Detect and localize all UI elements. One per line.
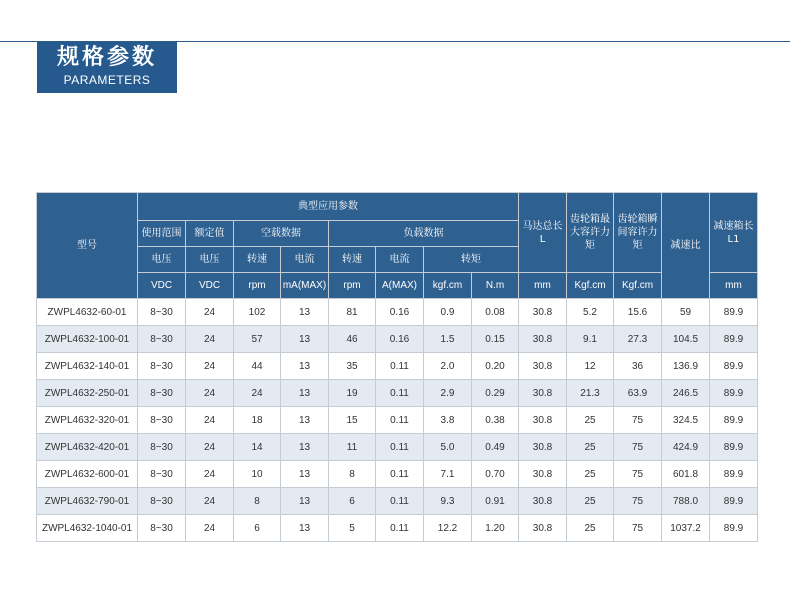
cell-no-load-speed: 24 — [234, 380, 281, 407]
cell-model: ZWPL4632-320-01 — [37, 407, 138, 434]
cell-range-voltage: 8~30 — [138, 515, 186, 542]
header-rated: 额定值 — [186, 221, 234, 247]
cell-no-load-speed: 8 — [234, 488, 281, 515]
unit-load-current: A(MAX) — [376, 273, 424, 299]
header-gearbox-length: 减速箱长L1 — [710, 193, 758, 273]
cell-motor-length: 30.8 — [519, 353, 567, 380]
cell-inst-torque: 15.6 — [614, 299, 662, 326]
cell-gearbox-length: 89.9 — [710, 353, 758, 380]
header-typical-params: 典型应用参数 — [138, 193, 519, 221]
table-row — [37, 461, 758, 488]
section-title-banner — [37, 42, 177, 93]
cell-load-speed: 11 — [329, 434, 376, 461]
cell-inst-torque: 27.3 — [614, 326, 662, 353]
cell-rated-voltage: 24 — [186, 461, 234, 488]
cell-load-current: 0.16 — [376, 326, 424, 353]
cell-gearbox-length: 89.9 — [710, 488, 758, 515]
cell-ratio: 104.5 — [662, 326, 710, 353]
cell-no-load-current: 13 — [281, 407, 329, 434]
cell-rated-voltage: 24 — [186, 326, 234, 353]
unit-inst-torque: Kgf.cm — [614, 273, 662, 299]
header-gear-inst-torque: 齿轮箱瞬间容许力矩 — [614, 193, 662, 273]
cell-no-load-current: 13 — [281, 434, 329, 461]
cell-torque-kgf: 2.9 — [424, 380, 472, 407]
header-usage-range: 使用范围 — [138, 221, 186, 247]
cell-motor-length: 30.8 — [519, 299, 567, 326]
cell-rated-voltage: 24 — [186, 299, 234, 326]
table-row — [37, 299, 758, 326]
cell-no-load-speed: 44 — [234, 353, 281, 380]
cell-model: ZWPL4632-1040-01 — [37, 515, 138, 542]
cell-max-torque: 25 — [567, 461, 614, 488]
table-row — [37, 353, 758, 380]
cell-motor-length: 30.8 — [519, 407, 567, 434]
table-body — [37, 299, 758, 542]
cell-load-current: 0.11 — [376, 515, 424, 542]
cell-max-torque: 25 — [567, 434, 614, 461]
cell-rated-voltage: 24 — [186, 488, 234, 515]
cell-inst-torque: 75 — [614, 434, 662, 461]
cell-load-current: 0.11 — [376, 434, 424, 461]
cell-torque-nm: 0.08 — [472, 299, 519, 326]
cell-range-voltage: 8~30 — [138, 353, 186, 380]
unit-range: VDC — [138, 273, 186, 299]
cell-torque-kgf: 3.8 — [424, 407, 472, 434]
cell-no-load-speed: 6 — [234, 515, 281, 542]
header-load-speed: 转速 — [329, 247, 376, 273]
header-ratio: 减速比 — [662, 193, 710, 299]
cell-load-speed: 35 — [329, 353, 376, 380]
parameters-table — [36, 192, 758, 542]
cell-torque-kgf: 12.2 — [424, 515, 472, 542]
cell-no-load-current: 13 — [281, 515, 329, 542]
cell-ratio: 1037.2 — [662, 515, 710, 542]
cell-torque-nm: 0.15 — [472, 326, 519, 353]
cell-load-speed: 6 — [329, 488, 376, 515]
cell-torque-nm: 0.49 — [472, 434, 519, 461]
header-rated-voltage: 电压 — [186, 247, 234, 273]
cell-load-speed: 19 — [329, 380, 376, 407]
cell-inst-torque: 75 — [614, 488, 662, 515]
cell-no-load-current: 13 — [281, 461, 329, 488]
cell-gearbox-length: 89.9 — [710, 407, 758, 434]
cell-model: ZWPL4632-420-01 — [37, 434, 138, 461]
header-gear-max-torque: 齿轮箱最大容许力矩 — [567, 193, 614, 273]
cell-range-voltage: 8~30 — [138, 407, 186, 434]
cell-range-voltage: 8~30 — [138, 488, 186, 515]
cell-ratio: 424.9 — [662, 434, 710, 461]
cell-range-voltage: 8~30 — [138, 299, 186, 326]
cell-inst-torque: 75 — [614, 515, 662, 542]
cell-motor-length: 30.8 — [519, 380, 567, 407]
header-torque: 转矩 — [424, 247, 519, 273]
cell-model: ZWPL4632-250-01 — [37, 380, 138, 407]
table-row — [37, 515, 758, 542]
cell-rated-voltage: 24 — [186, 515, 234, 542]
cell-no-load-speed: 57 — [234, 326, 281, 353]
cell-torque-nm: 0.29 — [472, 380, 519, 407]
cell-torque-nm: 1.20 — [472, 515, 519, 542]
unit-torque-kgf: kgf.cm — [424, 273, 472, 299]
cell-range-voltage: 8~30 — [138, 434, 186, 461]
header-load-current: 电流 — [376, 247, 424, 273]
cell-max-torque: 25 — [567, 515, 614, 542]
cell-max-torque: 5.2 — [567, 299, 614, 326]
cell-load-current: 0.11 — [376, 488, 424, 515]
cell-gearbox-length: 89.9 — [710, 380, 758, 407]
cell-range-voltage: 8~30 — [138, 380, 186, 407]
cell-motor-length: 30.8 — [519, 326, 567, 353]
unit-no-load-speed: rpm — [234, 273, 281, 299]
cell-torque-kgf: 1.5 — [424, 326, 472, 353]
cell-no-load-current: 13 — [281, 380, 329, 407]
cell-no-load-speed: 10 — [234, 461, 281, 488]
cell-no-load-speed: 14 — [234, 434, 281, 461]
cell-range-voltage: 8~30 — [138, 326, 186, 353]
unit-gearbox-length: mm — [710, 273, 758, 299]
cell-model: ZWPL4632-790-01 — [37, 488, 138, 515]
cell-no-load-current: 13 — [281, 353, 329, 380]
cell-max-torque: 25 — [567, 407, 614, 434]
cell-gearbox-length: 89.9 — [710, 299, 758, 326]
header-no-load-speed: 转速 — [234, 247, 281, 273]
cell-rated-voltage: 24 — [186, 407, 234, 434]
table-row — [37, 407, 758, 434]
cell-torque-nm: 0.91 — [472, 488, 519, 515]
cell-torque-nm: 0.38 — [472, 407, 519, 434]
cell-ratio: 136.9 — [662, 353, 710, 380]
cell-torque-nm: 0.20 — [472, 353, 519, 380]
cell-torque-kgf: 7.1 — [424, 461, 472, 488]
cell-max-torque: 21.3 — [567, 380, 614, 407]
header-model: 型号 — [37, 193, 138, 299]
unit-rated: VDC — [186, 273, 234, 299]
unit-max-torque: Kgf.cm — [567, 273, 614, 299]
table-row — [37, 326, 758, 353]
cell-load-speed: 81 — [329, 299, 376, 326]
cell-torque-kgf: 0.9 — [424, 299, 472, 326]
cell-inst-torque: 36 — [614, 353, 662, 380]
cell-max-torque: 9.1 — [567, 326, 614, 353]
cell-model: ZWPL4632-140-01 — [37, 353, 138, 380]
cell-load-speed: 15 — [329, 407, 376, 434]
unit-motor-length: mm — [519, 273, 567, 299]
cell-inst-torque: 75 — [614, 407, 662, 434]
cell-no-load-current: 13 — [281, 299, 329, 326]
cell-gearbox-length: 89.9 — [710, 326, 758, 353]
cell-torque-kgf: 9.3 — [424, 488, 472, 515]
unit-no-load-current: mA(MAX) — [281, 273, 329, 299]
cell-ratio: 59 — [662, 299, 710, 326]
header-range-voltage: 电压 — [138, 247, 186, 273]
cell-load-speed: 5 — [329, 515, 376, 542]
header-load: 负载数据 — [329, 221, 519, 247]
cell-range-voltage: 8~30 — [138, 461, 186, 488]
cell-rated-voltage: 24 — [186, 353, 234, 380]
header-no-load-current: 电流 — [281, 247, 329, 273]
cell-no-load-speed: 18 — [234, 407, 281, 434]
table-row — [37, 434, 758, 461]
cell-torque-kgf: 2.0 — [424, 353, 472, 380]
cell-gearbox-length: 89.9 — [710, 434, 758, 461]
cell-motor-length: 30.8 — [519, 434, 567, 461]
cell-ratio: 601.8 — [662, 461, 710, 488]
cell-load-current: 0.11 — [376, 461, 424, 488]
cell-torque-kgf: 5.0 — [424, 434, 472, 461]
cell-load-current: 0.11 — [376, 353, 424, 380]
cell-no-load-speed: 102 — [234, 299, 281, 326]
cell-no-load-current: 13 — [281, 488, 329, 515]
table-row — [37, 488, 758, 515]
cell-motor-length: 30.8 — [519, 515, 567, 542]
cell-ratio: 246.5 — [662, 380, 710, 407]
cell-motor-length: 30.8 — [519, 488, 567, 515]
cell-gearbox-length: 89.9 — [710, 461, 758, 488]
cell-model: ZWPL4632-60-01 — [37, 299, 138, 326]
unit-load-speed: rpm — [329, 273, 376, 299]
table-row — [37, 380, 758, 407]
cell-rated-voltage: 24 — [186, 434, 234, 461]
cell-gearbox-length: 89.9 — [710, 515, 758, 542]
unit-torque-nm: N.m — [472, 273, 519, 299]
cell-torque-nm: 0.70 — [472, 461, 519, 488]
cell-max-torque: 12 — [567, 353, 614, 380]
section-title-en: PARAMETERS — [63, 73, 151, 87]
cell-load-current: 0.16 — [376, 299, 424, 326]
cell-no-load-current: 13 — [281, 326, 329, 353]
cell-model: ZWPL4632-100-01 — [37, 326, 138, 353]
cell-rated-voltage: 24 — [186, 380, 234, 407]
cell-ratio: 788.0 — [662, 488, 710, 515]
header-motor-length: 马达总长L — [519, 193, 567, 273]
cell-inst-torque: 63.9 — [614, 380, 662, 407]
cell-motor-length: 30.8 — [519, 461, 567, 488]
header-no-load: 空载数据 — [234, 221, 329, 247]
section-title-zh: 规格参数 — [56, 45, 157, 70]
cell-max-torque: 25 — [567, 488, 614, 515]
cell-inst-torque: 75 — [614, 461, 662, 488]
cell-load-current: 0.11 — [376, 380, 424, 407]
cell-load-current: 0.11 — [376, 407, 424, 434]
cell-model: ZWPL4632-600-01 — [37, 461, 138, 488]
cell-ratio: 324.5 — [662, 407, 710, 434]
cell-load-speed: 8 — [329, 461, 376, 488]
cell-load-speed: 46 — [329, 326, 376, 353]
